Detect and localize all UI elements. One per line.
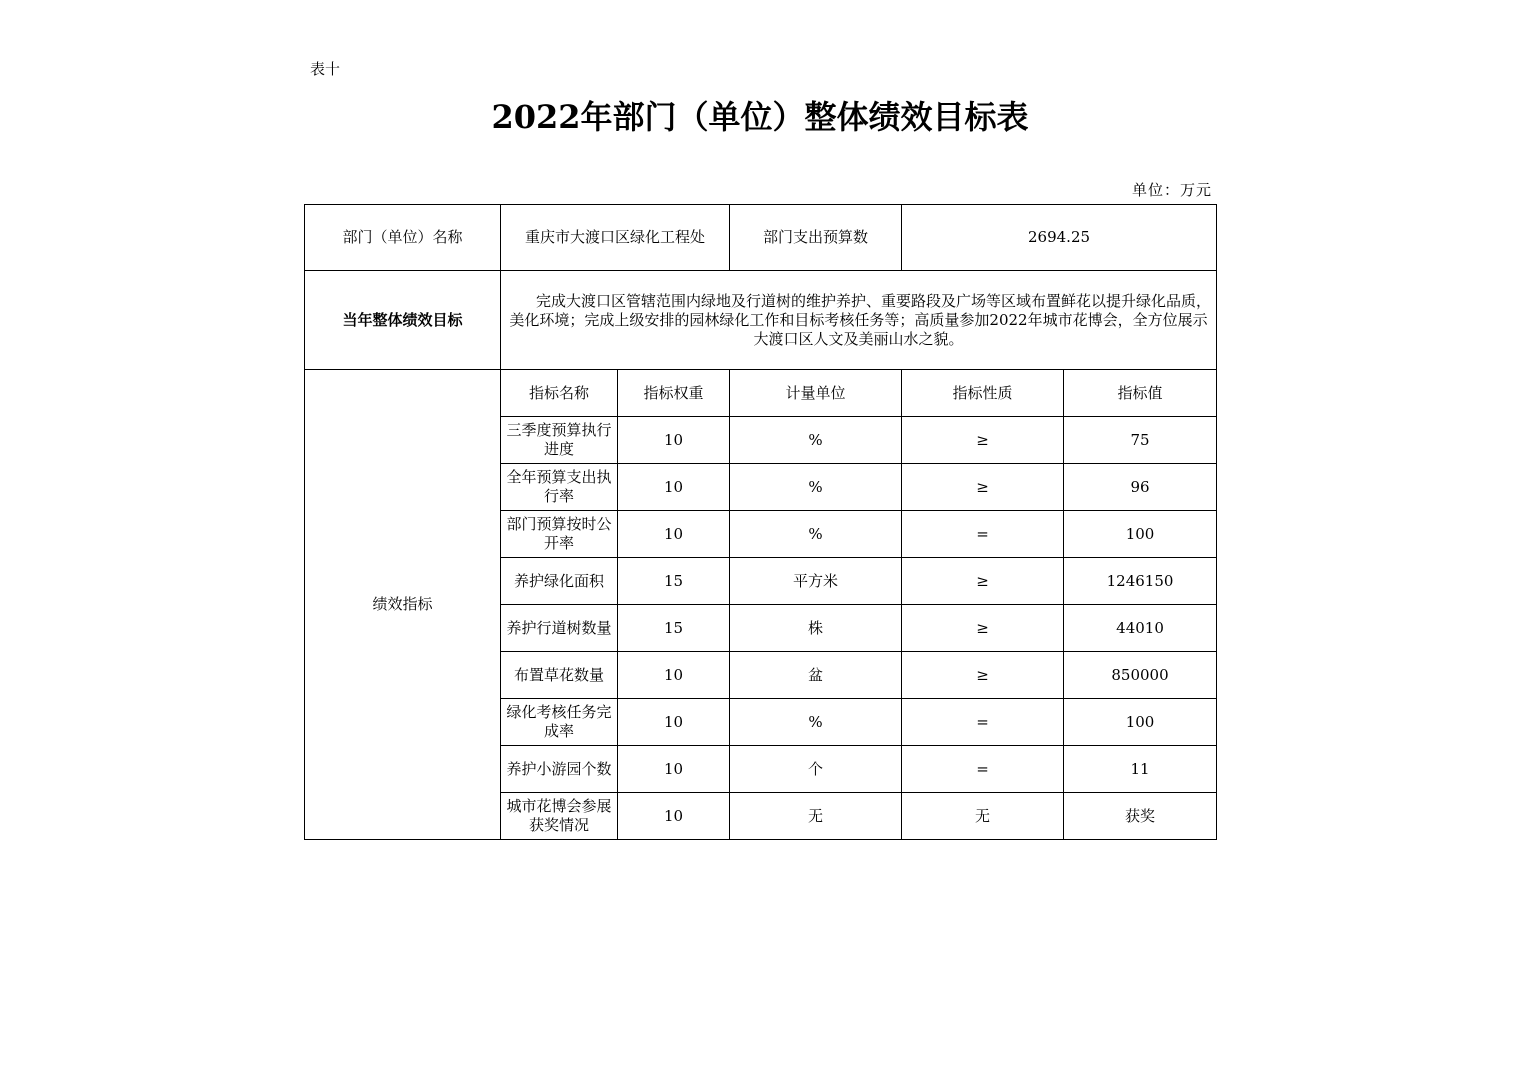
indicator-weight: 10 [618,652,730,699]
indicator-header-row [305,370,1217,417]
indicator-value: 44010 [1064,605,1217,652]
indicator-unit: 株 [730,605,902,652]
indicator-weight: 10 [618,699,730,746]
indicator-name: 三季度预算执行进度 [501,417,618,464]
indicator-name: 养护行道树数量 [501,605,618,652]
indicators-section-label: 绩效指标 [305,370,501,840]
indicator-value: 1246150 [1064,558,1217,605]
indicator-name: 绿化考核任务完成率 [501,699,618,746]
indicator-name: 养护小游园个数 [501,746,618,793]
performance-target-table [304,204,1217,840]
indicator-nature: 无 [902,793,1064,840]
indicator-nature: ≥ [902,464,1064,511]
indicator-value: 850000 [1064,652,1217,699]
indicator-weight: 10 [618,417,730,464]
goal-label: 当年整体绩效目标 [305,271,501,370]
dept-name-value: 重庆市大渡口区绿化工程处 [501,205,730,271]
indicator-weight: 10 [618,793,730,840]
col-header-weight: 指标权重 [618,370,730,417]
indicator-name: 布置草花数量 [501,652,618,699]
goal-row [305,271,1217,370]
indicator-value: 获奖 [1064,793,1217,840]
budget-label: 部门支出预算数 [730,205,902,271]
document-title: 2022年部门（单位）整体绩效目标表 [491,98,1029,136]
col-header-nature: 指标性质 [902,370,1064,417]
indicator-name: 全年预算支出执行率 [501,464,618,511]
indicator-unit: % [730,417,902,464]
indicator-unit: % [730,464,902,511]
indicator-unit: 盆 [730,652,902,699]
indicator-nature: ≥ [902,605,1064,652]
indicator-weight: 15 [618,558,730,605]
indicator-value: 100 [1064,511,1217,558]
indicator-weight: 15 [618,605,730,652]
indicator-value: 100 [1064,699,1217,746]
unit-note: 单位：万元 [1131,181,1212,199]
indicator-weight: 10 [618,464,730,511]
indicator-value: 75 [1064,417,1217,464]
col-header-name: 指标名称 [501,370,618,417]
indicator-unit: % [730,511,902,558]
indicator-nature: ≥ [902,558,1064,605]
indicator-value: 11 [1064,746,1217,793]
indicator-nature: = [902,511,1064,558]
indicator-weight: 10 [618,511,730,558]
col-header-value: 指标值 [1064,370,1217,417]
indicator-nature: ≥ [902,652,1064,699]
indicator-name: 养护绿化面积 [501,558,618,605]
indicator-unit: % [730,699,902,746]
indicator-nature: = [902,699,1064,746]
indicator-value: 96 [1064,464,1217,511]
indicator-name: 城市花博会参展获奖情况 [501,793,618,840]
indicator-nature: = [902,746,1064,793]
dept-name-label: 部门（单位）名称 [305,205,501,271]
indicator-unit: 无 [730,793,902,840]
department-row [305,205,1217,271]
budget-value: 2694.25 [902,205,1217,271]
indicator-unit: 个 [730,746,902,793]
goal-text: 完成大渡口区管辖范围内绿地及行道树的维护养护、重要路段及广场等区域布置鲜花以提升绿化品质，美化环境；完成上级安排的园林绿化工作和目标考核任务等；高质量参加2022年城市花博会，全方位展示大渡口区人文及美丽山水之貌。 [501,271,1217,370]
col-header-unit: 计量单位 [730,370,902,417]
indicator-unit: 平方米 [730,558,902,605]
indicator-name: 部门预算按时公开率 [501,511,618,558]
table-number: 表十 [310,60,341,78]
indicator-nature: ≥ [902,417,1064,464]
indicator-weight: 10 [618,746,730,793]
